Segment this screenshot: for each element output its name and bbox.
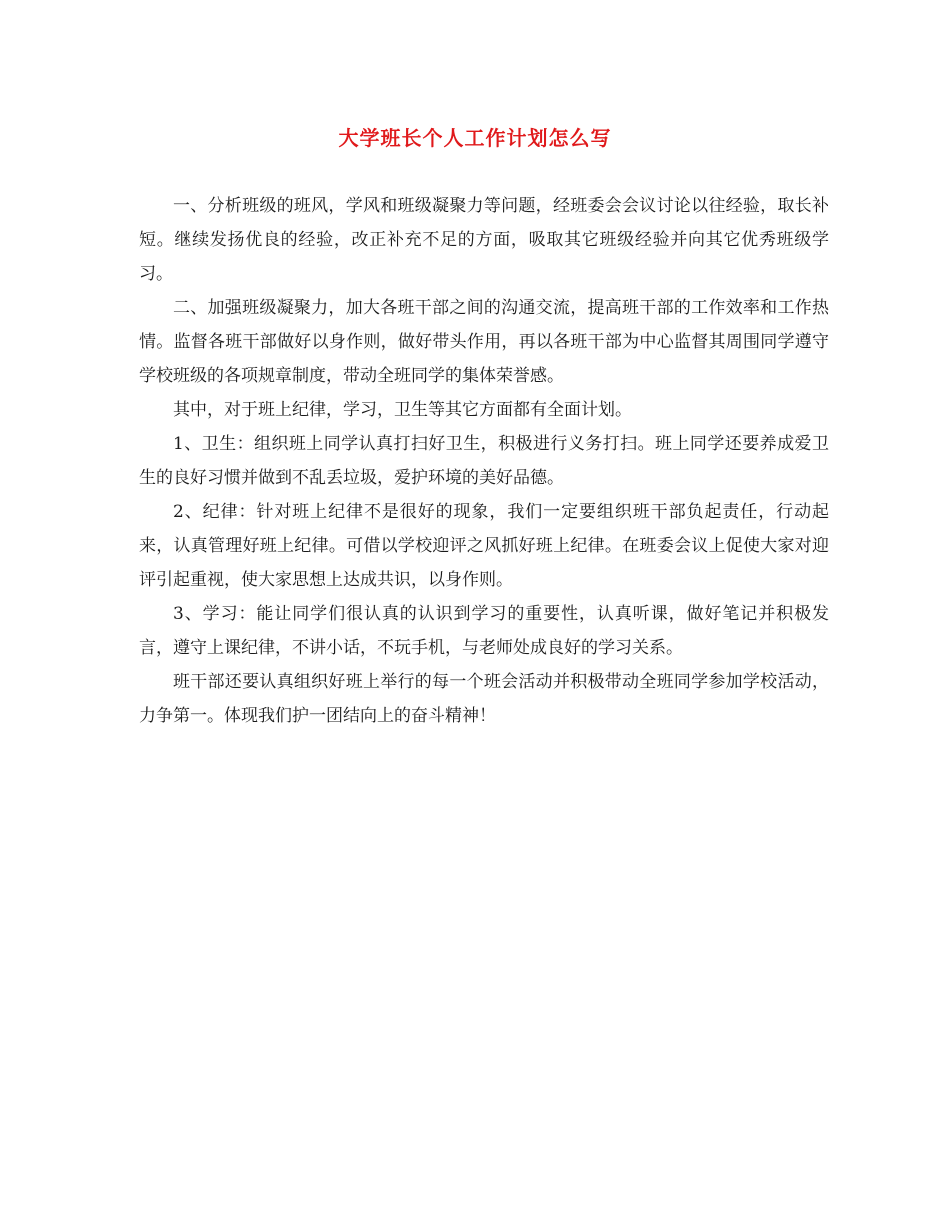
paragraph-hygiene: 1、卫生：组织班上同学认真打扫好卫生，积极进行义务打扫。班上同学还要养成爱卫生的良好习惯并做到不乱丢垃圾，爱护环境的美好品德。: [139, 434, 829, 488]
document-title: 大学班长个人工作计划怎么写: [338, 126, 612, 150]
paragraph-study: 3、学习：能让同学们很认真的认识到学习的重要性，认真听课，做好笔记并积极发言，遵守上课纪律，不讲小话，不玩手机，与老师处成良好的学习关系。: [139, 604, 829, 658]
paragraph-3: 其中，对于班上纪律，学习，卫生等其它方面都有全面计划。: [173, 400, 632, 420]
paragraph-2: 二、加强班级凝聚力，加大各班干部之间的沟通交流，提高班干部的工作效率和工作热情。监督各班干部做好以身作则，做好带头作用，再以各班干部为中心监督其周围同学遵守学校班级的各项规章制度，带动全班同学的集体荣誉感。: [139, 298, 829, 386]
paragraph-1: 一、分析班级的班风，学风和班级凝聚力等问题，经班委会会议讨论以往经验，取长补短。继续发扬优良的经验，改正补充不足的方面，吸取其它班级经验并向其它优秀班级学习。: [139, 196, 829, 284]
paragraph-closing: 班干部还要认真组织好班上举行的每一个班会活动并积极带动全班同学参加学校活动，力争第一。体现我们护一团结向上的奋斗精神！: [139, 672, 829, 726]
document-body: [139, 189, 829, 733]
paragraph-discipline: 2、纪律：针对班上纪律不是很好的现象，我们一定要组织班干部负起责任，行动起来，认真管理好班上纪律。可借以学校迎评之风抓好班上纪律。在班委会议上促使大家对迎评引起重视，使大家思想上达成共识，以身作则。: [139, 502, 829, 590]
